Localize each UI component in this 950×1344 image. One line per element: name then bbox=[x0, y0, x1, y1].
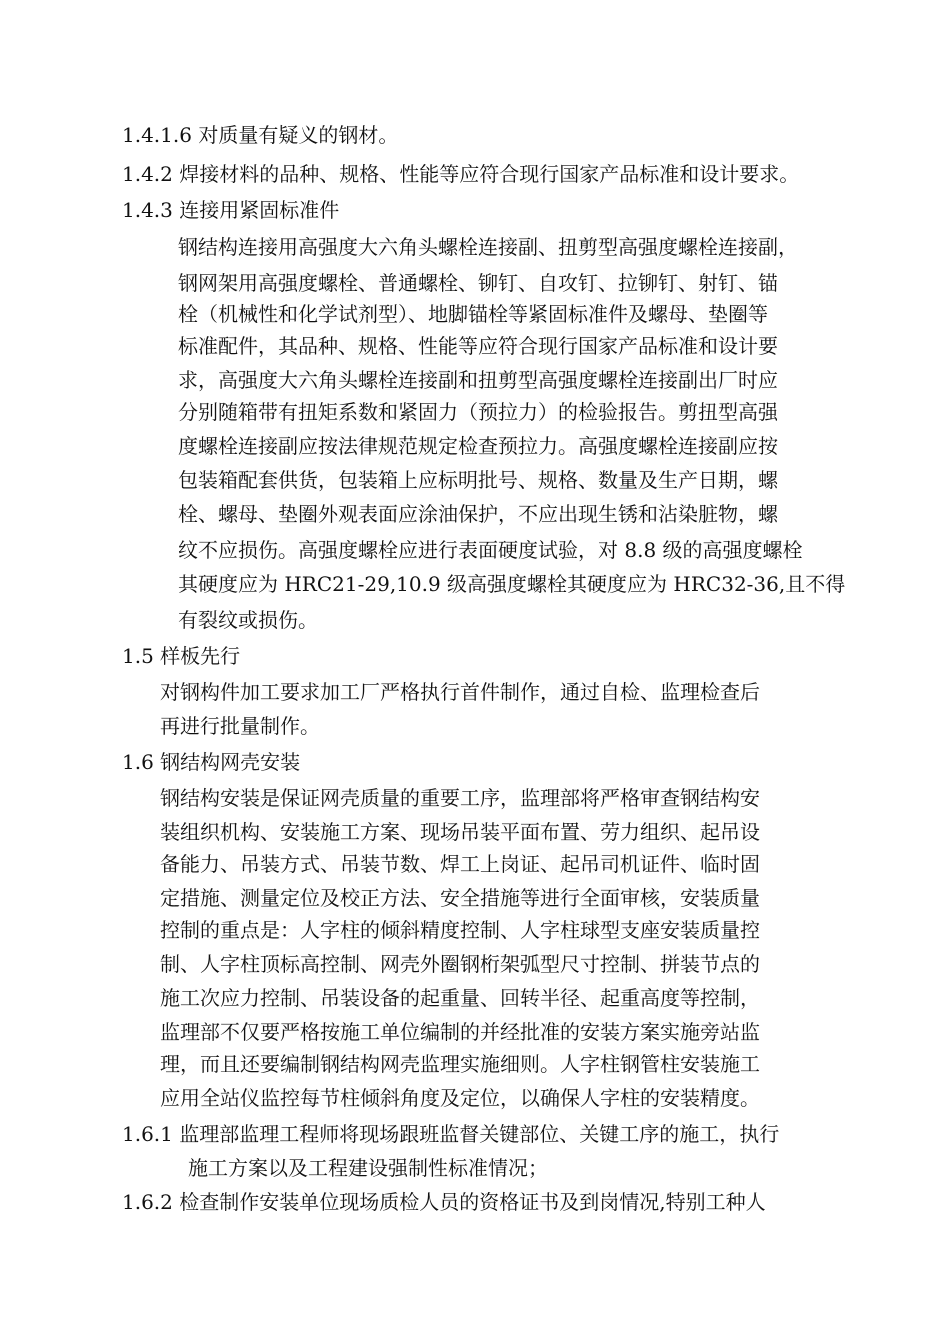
paragraph-line: 监理部不仅要严格按施工单位编制的并经批准的安装方案实施旁站监 bbox=[160, 1020, 760, 1044]
paragraph-line: 钢结构连接用高强度大六角头螺栓连接副、扭剪型高强度螺栓连接副， bbox=[178, 235, 798, 259]
clause-1-6-1-continuation: 施工方案以及工程建设强制性标准情况； bbox=[188, 1156, 548, 1180]
paragraph-line: 包装箱配套供货，包装箱上应标明批号、规格、数量及生产日期，螺 bbox=[178, 468, 778, 492]
paragraph-line: 栓、螺母、垫圈外观表面应涂油保护，不应出现生锈和沾染脏物，螺 bbox=[178, 502, 778, 526]
paragraph-line: 应用全站仪监控每节柱倾斜角度及定位，以确保人字柱的安装精度。 bbox=[160, 1086, 760, 1110]
paragraph-line: 栓（机械性和化学试剂型）、地脚锚栓等紧固标准件及螺母、垫圈等 bbox=[178, 302, 768, 326]
section-1-6-heading: 1.6 钢结构网壳安装 bbox=[122, 750, 301, 774]
paragraph-line: 理，而且还要编制钢结构网壳监理实施细则。人字柱钢管柱安装施工 bbox=[160, 1052, 760, 1076]
clause-1-4-1-6: 1.4.1.6 对质量有疑义的钢材。 bbox=[122, 123, 399, 147]
paragraph-line: 定措施、测量定位及校正方法、安全措施等进行全面审核，安装质量 bbox=[160, 886, 760, 910]
clause-1-6-1: 1.6.1 监理部监理工程师将现场跟班监督关键部位、关键工序的施工，执行 bbox=[122, 1122, 780, 1146]
clause-1-4-2: 1.4.2 焊接材料的品种、规格、性能等应符合现行国家产品标准和设计要求。 bbox=[122, 162, 800, 186]
paragraph-line: 控制的重点是：人字柱的倾斜精度控制、人字柱球型支座安装质量控 bbox=[160, 918, 760, 942]
paragraph-line: 纹不应损伤。高强度螺栓应进行表面硬度试验，对 8.8 级的高强度螺栓 bbox=[178, 538, 803, 562]
paragraph-line: 其硬度应为 HRC21-29,10.9 级高强度螺栓其硬度应为 HRC32-36,且不得 bbox=[178, 572, 846, 596]
paragraph-line: 度螺栓连接副应按法律规范规定检查预拉力。高强度螺栓连接副应按 bbox=[178, 434, 778, 458]
paragraph-line: 分别随箱带有扭矩系数和紧固力（预拉力）的检验报告。剪扭型高强 bbox=[178, 400, 778, 424]
paragraph-line: 对钢构件加工要求加工厂严格执行首件制作，通过自检、监理检查后 bbox=[160, 680, 760, 704]
paragraph-line: 有裂纹或损伤。 bbox=[178, 608, 318, 632]
paragraph-line: 制、人字柱顶标高控制、网壳外圈钢桁架弧型尺寸控制、拼装节点的 bbox=[160, 952, 760, 976]
clause-1-4-3-heading: 1.4.3 连接用紧固标准件 bbox=[122, 198, 340, 222]
paragraph-line: 施工次应力控制、吊装设备的起重量、回转半径、起重高度等控制， bbox=[160, 986, 760, 1010]
paragraph-line: 备能力、吊装方式、吊装节数、焊工上岗证、起吊司机证件、临时固 bbox=[160, 852, 760, 876]
paragraph-line: 装组织机构、安装施工方案、现场吊装平面布置、劳力组织、起吊设 bbox=[160, 820, 760, 844]
paragraph-line: 求，高强度大六角头螺栓连接副和扭剪型高强度螺栓连接副出厂时应 bbox=[178, 368, 778, 392]
paragraph-line: 钢网架用高强度螺栓、普通螺栓、铆钉、自攻钉、拉铆钉、射钉、锚 bbox=[178, 271, 778, 295]
clause-1-6-2: 1.6.2 检查制作安装单位现场质检人员的资格证书及到岗情况,特别工种人 bbox=[122, 1190, 766, 1214]
paragraph-line: 再进行批量制作。 bbox=[160, 714, 320, 738]
section-1-5-heading: 1.5 样板先行 bbox=[122, 644, 241, 668]
paragraph-line: 标准配件，其品种、规格、性能等应符合现行国家产品标准和设计要 bbox=[178, 334, 778, 358]
paragraph-line: 钢结构安装是保证网壳质量的重要工序，监理部将严格审查钢结构安 bbox=[160, 786, 760, 810]
